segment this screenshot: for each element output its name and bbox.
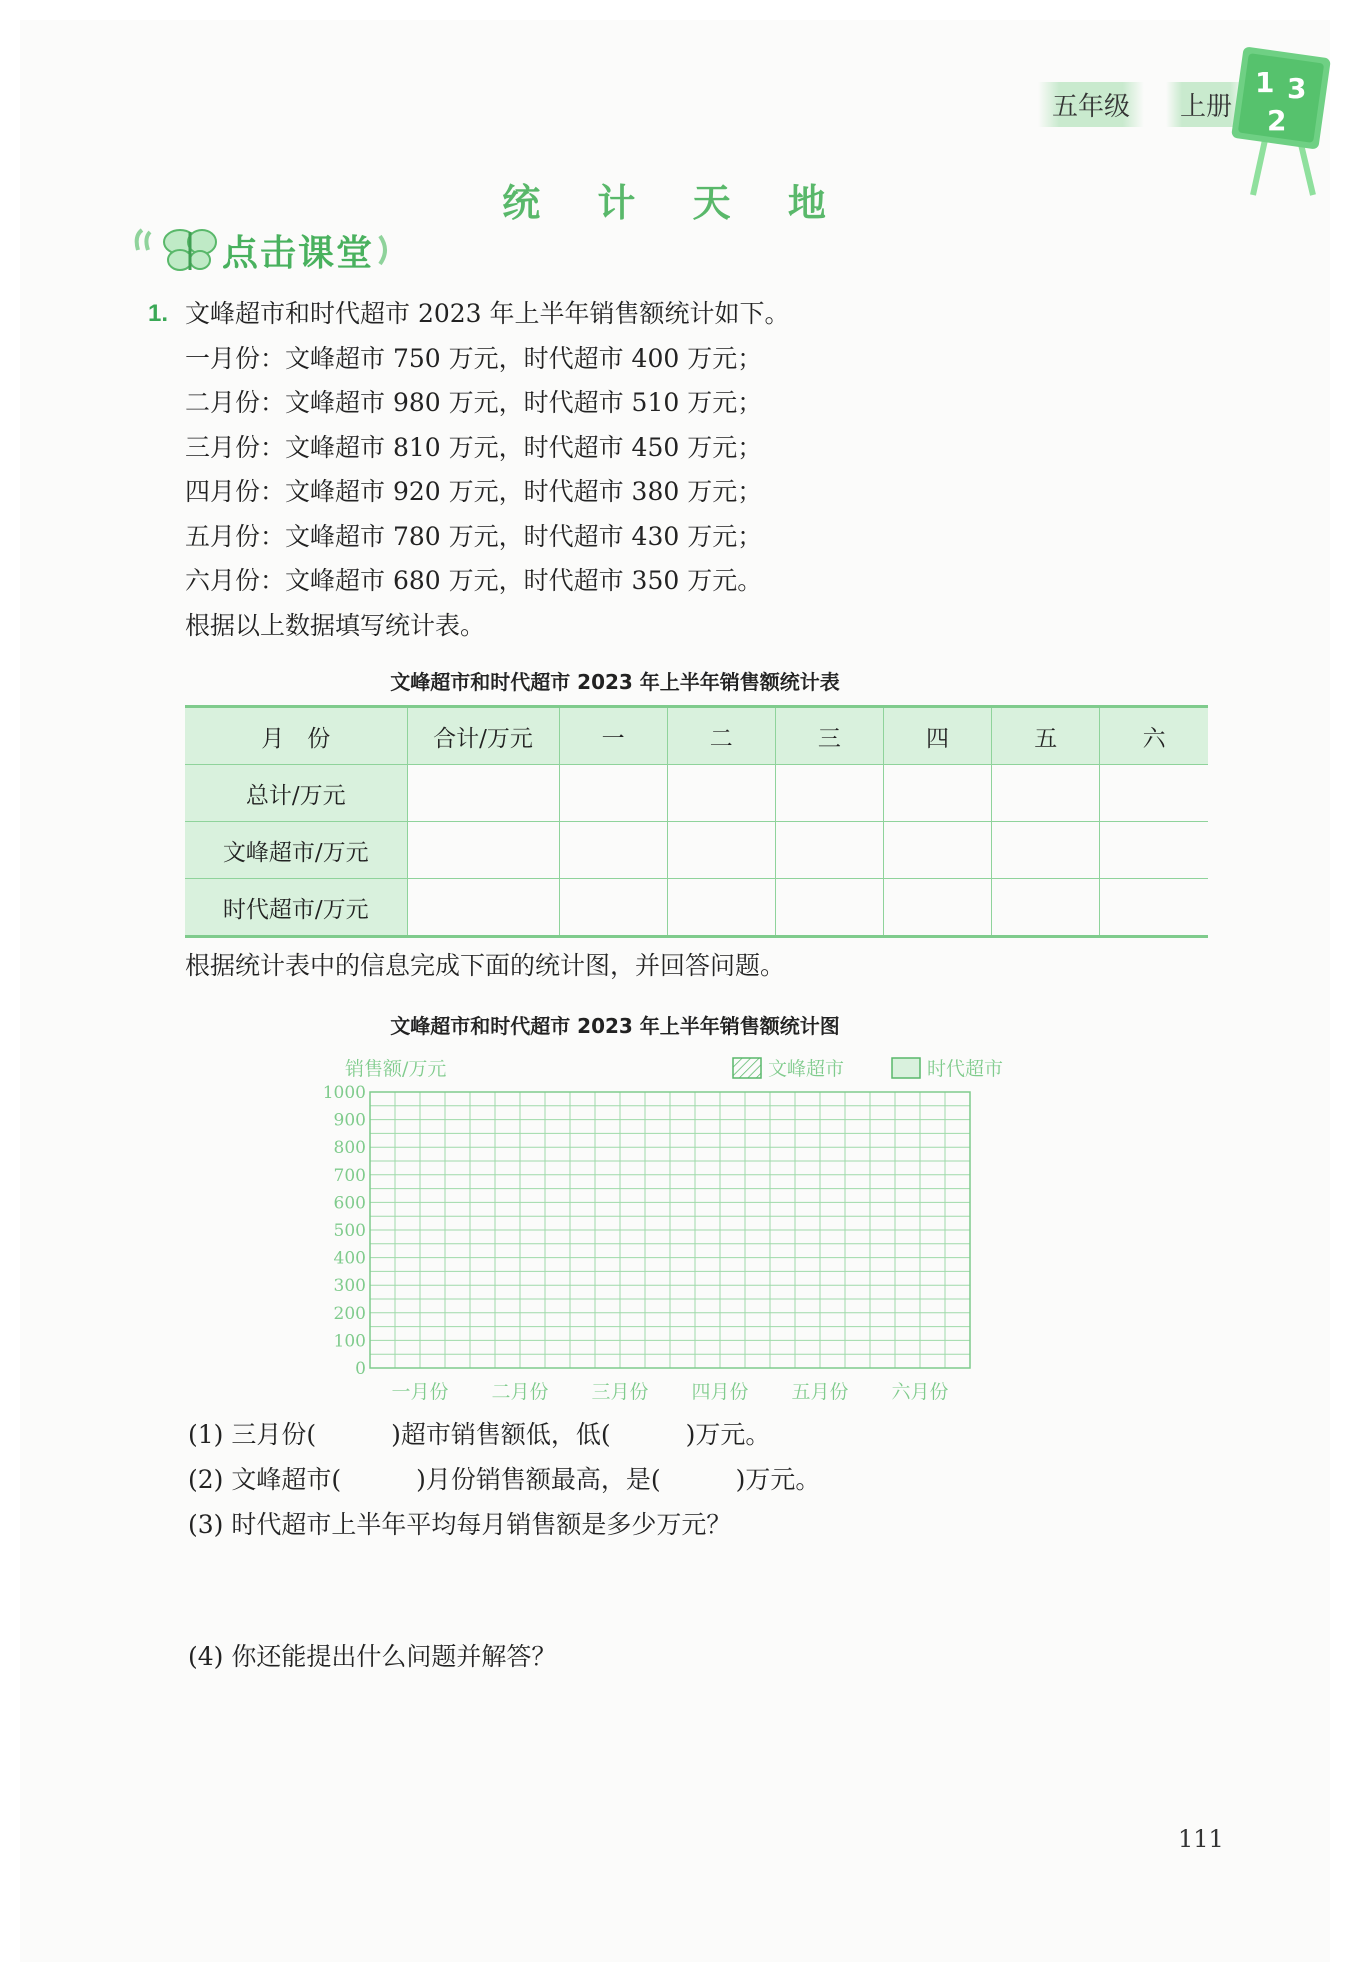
sub-question-2: (2) 文峰超市( )月份销售额最高，是( )万元。 — [188, 1465, 821, 1494]
answer-cell[interactable] — [667, 765, 775, 822]
header-cell: 一 — [559, 707, 667, 765]
legend-swatch-wenfeng — [733, 1058, 761, 1078]
x-category-labels — [391, 1381, 948, 1403]
header-cell: 三 — [775, 707, 883, 765]
y-tick-label: 900 — [333, 1110, 366, 1131]
header-cell: 六 — [1100, 707, 1208, 765]
header-cell: 四 — [883, 707, 991, 765]
y-tick-label: 0 — [355, 1359, 366, 1379]
y-tick-label: 600 — [333, 1193, 366, 1214]
sub-question-1: (1) 三月份( )超市销售额低，低( )万元。 — [188, 1420, 771, 1449]
banner-label: 点击课堂 — [222, 232, 375, 274]
logo-digit-3: 3 — [1287, 72, 1307, 105]
y-tick-label: 400 — [333, 1248, 366, 1269]
table-row — [185, 765, 1208, 822]
butterfly-icon — [132, 222, 222, 278]
answer-cell[interactable] — [775, 879, 883, 937]
answer-cell[interactable] — [559, 879, 667, 937]
legend-label-shidai: 时代超市 — [927, 1058, 1004, 1080]
answer-cell[interactable] — [883, 822, 991, 879]
row-label: 文峰超市/万元 — [185, 822, 407, 879]
answer-cell[interactable] — [883, 879, 991, 937]
table-row — [185, 822, 1208, 879]
answer-cell[interactable] — [559, 765, 667, 822]
table-instruction: 根据以上数据填写统计表。 — [185, 610, 486, 640]
answer-cell[interactable] — [992, 765, 1100, 822]
data-line: 五月份：文峰超市 780 万元，时代超市 430 万元； — [185, 521, 763, 551]
y-tick-label: 800 — [333, 1138, 366, 1159]
x-category-label: 六月份 — [891, 1381, 949, 1403]
answer-cell[interactable] — [407, 822, 559, 879]
page-number: 111 — [1178, 1825, 1224, 1853]
x-category-label: 五月份 — [791, 1381, 849, 1403]
x-category-label: 三月份 — [591, 1381, 649, 1403]
x-category-label: 二月份 — [491, 1381, 549, 1403]
data-line: 三月份：文峰超市 810 万元，时代超市 450 万元； — [185, 432, 763, 462]
answer-cell[interactable] — [667, 879, 775, 937]
section-title: 统 计 天 地 — [502, 181, 848, 225]
table-row — [185, 879, 1208, 937]
header-cell: 五 — [992, 707, 1100, 765]
y-tick-labels — [323, 1083, 366, 1379]
grade-label: 五年级 — [1038, 82, 1144, 127]
answer-cell[interactable] — [559, 822, 667, 879]
section-banner — [132, 222, 404, 278]
volume-label: 上册 — [1166, 82, 1246, 127]
answer-cell[interactable] — [407, 879, 559, 937]
y-tick-label: 1000 — [322, 1083, 366, 1103]
y-tick-label: 300 — [333, 1276, 366, 1297]
sub-question-3: (3) 时代超市上半年平均每月销售额是多少万元？ — [188, 1510, 732, 1539]
data-line: 二月份：文峰超市 980 万元，时代超市 510 万元； — [185, 388, 763, 417]
x-category-label: 一月份 — [391, 1381, 449, 1403]
y-axis-label: 销售额/万元 — [345, 1058, 447, 1080]
banner-end-icon — [374, 222, 404, 278]
answer-cell[interactable] — [667, 822, 775, 879]
grade-header — [1038, 82, 1246, 127]
data-line: 一月份：文峰超市 750 万元，时代超市 400 万元； — [185, 343, 763, 373]
statistics-table — [185, 705, 1208, 938]
answer-cell[interactable] — [1100, 765, 1208, 822]
data-line: 六月份：文峰超市 680 万元，时代超市 350 万元。 — [185, 566, 763, 595]
chart-instruction: 根据统计表中的信息完成下面的统计图，并回答问题。 — [185, 951, 786, 980]
table-title: 文峰超市和时代超市 2023 年上半年销售额统计表 — [390, 670, 840, 694]
answer-cell[interactable] — [775, 822, 883, 879]
chart-title: 文峰超市和时代超市 2023 年上半年销售额统计图 — [390, 1014, 840, 1038]
header-cell: 月 份 — [185, 707, 407, 765]
sub-question-4: (4) 你还能提出什么问题并解答？ — [188, 1642, 557, 1671]
table-header-row — [185, 707, 1208, 765]
answer-cell[interactable] — [992, 822, 1100, 879]
question-number: 1. — [148, 300, 169, 327]
header-cell: 合计/万元 — [407, 707, 559, 765]
y-tick-label: 200 — [333, 1303, 366, 1324]
data-line: 四月份：文峰超市 920 万元，时代超市 380 万元； — [185, 477, 763, 506]
answer-cell[interactable] — [1100, 822, 1208, 879]
bar-chart[interactable] — [300, 1050, 1060, 1410]
answer-cell[interactable] — [992, 879, 1100, 937]
legend-swatch-shidai — [892, 1058, 920, 1078]
answer-cell[interactable] — [775, 765, 883, 822]
answer-cell[interactable] — [1100, 879, 1208, 937]
chart-grid — [370, 1092, 970, 1368]
x-category-label: 四月份 — [691, 1381, 749, 1403]
header-cell: 二 — [667, 707, 775, 765]
y-tick-label: 700 — [333, 1165, 366, 1186]
answer-cell[interactable] — [883, 765, 991, 822]
y-tick-label: 500 — [333, 1221, 366, 1241]
logo-digit-1: 1 — [1255, 66, 1275, 99]
question-text — [185, 292, 790, 648]
logo-digit-2: 2 — [1267, 104, 1287, 137]
answer-cell[interactable] — [407, 765, 559, 822]
legend-label-wenfeng: 文峰超市 — [768, 1058, 845, 1080]
question-intro: 文峰超市和时代超市 2023 年上半年销售额统计如下。 — [185, 299, 790, 328]
row-label: 总计/万元 — [185, 765, 407, 822]
row-label: 时代超市/万元 — [185, 879, 407, 937]
y-tick-label: 100 — [333, 1331, 366, 1352]
